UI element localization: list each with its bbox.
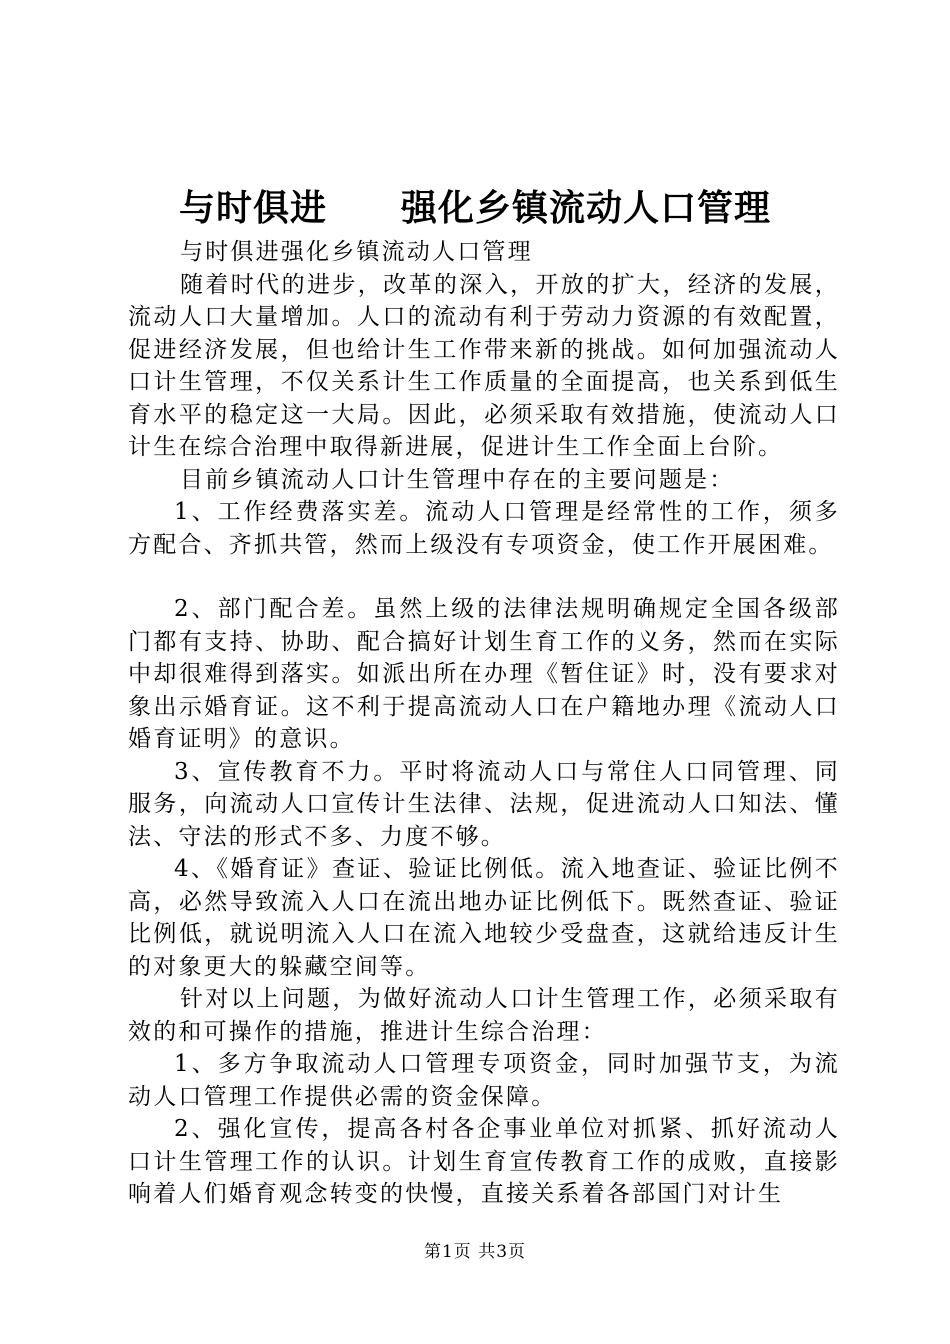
paragraph-problem-1: 1、工作经费落实差。流动人口管理是经常性的工作，须多方配合、齐抓共管，然而上级没有专项资金，使工作开展困难。 — [128, 499, 840, 558]
document-title: 与时俱进 强化乡镇流动人口管理 — [178, 187, 771, 229]
paragraph-intro: 随着时代的进步，改革的深入，开放的扩大，经济的发展，流动人口大量增加。人口的流动有利于劳动力资源的有效配置，促进经济发展，但也给计生工作带来新的挑战。如何加强流动人口计生管理，不仅关系计生工作质量的全面提高，也关系到低生育水平的稳定这一大局。因此，必须采取有效措施，使流动人口计生在综合治理中取得新进展，促进计生工作全面上台阶。 — [128, 271, 840, 460]
paragraph-measure-2: 2、强化宣传，提高各村各企事业单位对抓紧、抓好流动人口计生管理工作的认识。计划生育宣传教育工作的成败，直接影响着人们婚育观念转变的快慢，直接关系着各部国门对计生 — [128, 1116, 840, 1207]
paragraph-subtitle: 与时俱进强化乡镇流动人口管理 — [180, 239, 533, 265]
document-body — [128, 236, 840, 1211]
paragraph-measures-heading: 针对以上问题，为做好流动人口计生管理工作，必须采取有效的和可操作的措施，推进计生综合治理： — [128, 986, 840, 1045]
paragraph-problem-2: 2、部门配合差。虽然上级的法律法规明确规定全国各级部门都有支持、协助、配合搞好计划生育工作的义务，然而在实际中却很难得到落实。如派出所在办理《暂住证》时，没有要求对象出示婚育证。这不利于提高流动人口在户籍地办理《流动人口婚育证明》的意识。 — [128, 596, 840, 752]
paragraph-spacer — [128, 561, 840, 593]
paragraph-problems-heading: 目前乡镇流动人口计生管理中存在的主要问题是： — [180, 466, 735, 493]
paragraph-measure-1: 1、多方争取流动人口管理专项资金，同时加强节支，为流动人口管理工作提供必需的资金保障。 — [128, 1051, 840, 1110]
paragraph-problem-4: 4、《婚育证》查证、验证比例低。流入地查证、验证比例不高，必然导致流入人口在流出地办证比例低下。既然查证、验证比例低，就说明流入人口在流入地较少受盘查，这就给违反计生的对象更大的躲藏空间等。 — [128, 856, 840, 980]
paragraph-problem-3: 3、宣传教育不力。平时将流动人口与常住人口同管理、同服务，向流动人口宣传计生法律、法规，促进流动人口知法、懂法、守法的形式不多、力度不够。 — [128, 758, 840, 850]
page-number: 第1页 共3页 — [423, 1242, 527, 1262]
